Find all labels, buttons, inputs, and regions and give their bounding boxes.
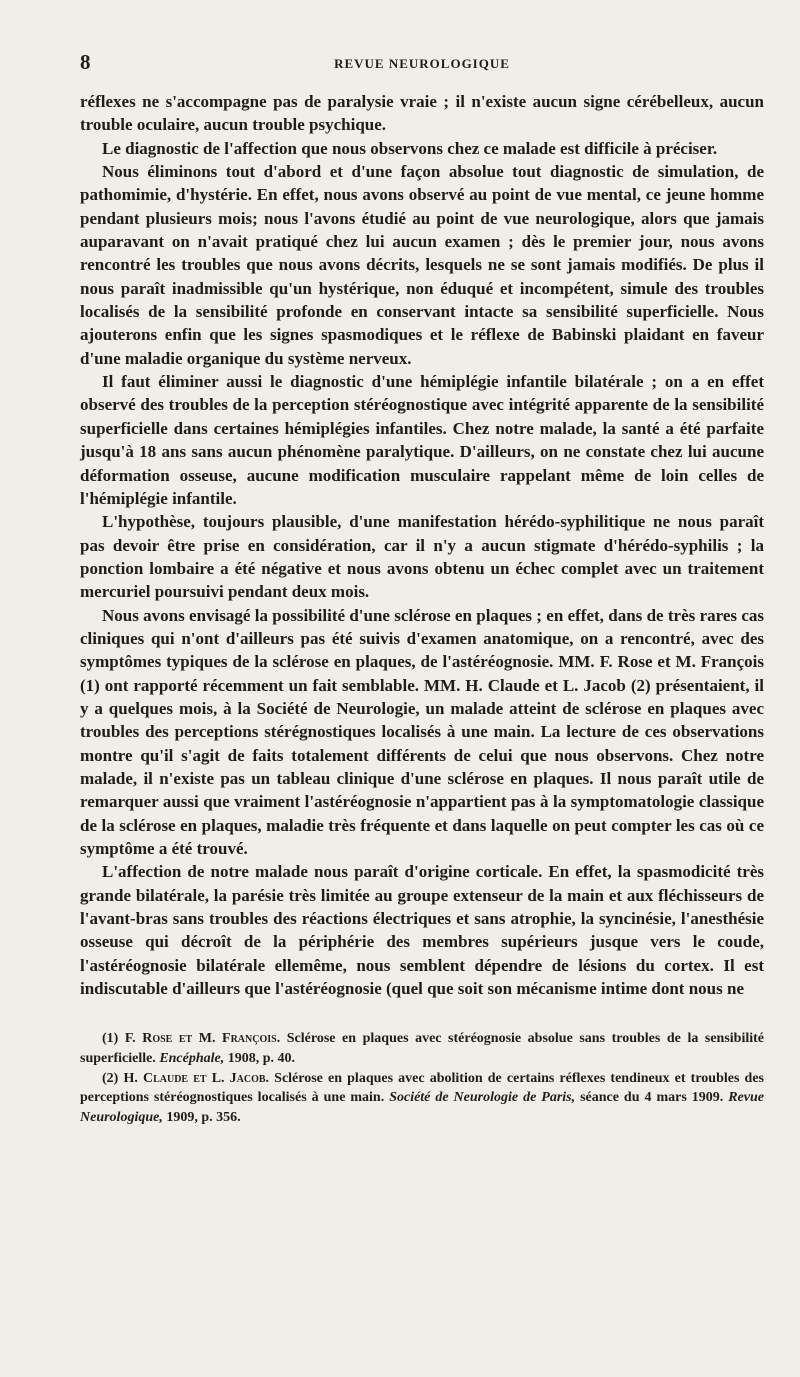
page-header — [80, 50, 764, 82]
paragraph: L'affection de notre malade nous paraît d'origine corticale. En effet, la spasmodicité très grande bilatérale, la parésie très limitée au groupe extenseur de la main et aux fléchisseurs de l'avant-bras sans troubles des réactions électriques et sans atrophie, la syncinésie, l'anesthésie osseuse qui décroît de la périphérie des membres supérieurs jusque vers le coude, l'astéréognosie bilatérale ellemême, nous semblent dépendre de lésions du cortex. Il est indiscutable d'ailleurs que l'astéréognosie (quel que soit son mécanisme intime dont nous ne — [80, 862, 764, 999]
footnote-marker: (2) — [102, 1070, 119, 1086]
footnote-journal-2: Revue Neurologique, — [80, 1090, 764, 1125]
page-number: 8 — [80, 50, 91, 74]
body-text — [80, 90, 764, 1000]
footnote-journal: Encéphale, — [159, 1051, 225, 1066]
footnotes — [80, 1029, 764, 1127]
footnote-text: Sclérose en plaques avec abolition de certains réflexes tendineux et troubles des perceptions stéréognostiques localisés à une main. — [80, 1070, 765, 1106]
paragraph: réflexes ne s'accompagne pas de paralysie vraie ; il n'existe aucun signe cérébelleux, aucun trouble oculaire, aucun trouble psychique. — [80, 92, 764, 135]
paragraph: L'hypothèse, toujours plausible, d'une manifestation hérédo-syphilitique ne nous paraît pas devoir être prise en considération, car il n'y a aucun stigmate d'hérédo-syphilis ; la ponction lombaire a été négative et nous avons obtenu un échec complet avec un traitement mercuriel poursuivi pendant deux mois. — [80, 512, 764, 602]
footnote-tail: 1908, p. 40. — [224, 1051, 296, 1066]
footnote-authors: F. Rose et M. François. — [124, 1031, 281, 1047]
running-title: REVUE NEUROLOGIQUE — [334, 56, 510, 71]
footnote-text: Sclérose en plaques avec stéréognosie absolue sans troubles de la sensibilité superficielle. — [80, 1031, 765, 1066]
paragraph: Nous éliminons tout d'abord et d'une façon absolue tout diagnostic de simulation, de pathomimie, d'hystérie. En effet, nous avons observé au point de vue mental, ce jeune homme pendant plusieurs mois; nous l'avons étudié au point de vue neurologique, alors que jamais auparavant on n'avait pratiqué chez lui aucun examen ; dès le premier jour, nous avons rencontré les troubles que nous avons décrits, lesquels ne se sont jamais modifiés. De plus il nous paraît inadmissible qu'un hystérique, non éduqué et incompétent, simule des troubles localisés de la sensibilité profonde en conservant intacte sa sensibilité superficielle. Nous ajouterons enfin que les signes spasmodiques et le réflexe de Babinski plaidant en faveur d'une maladie organique du système nerveux. — [80, 162, 764, 368]
paragraph: Il faut éliminer aussi le diagnostic d'une hémiplégie infantile bilatérale ; on a en effet observé des troubles de la perception stéréognostique avec intégrité apparente de la sensibilité superficielle dans certaines hémiplégies infantiles. Chez notre malade, la santé a été parfaite jusqu'à 18 ans sans aucun phénomène paralytique. D'ailleurs, on ne constate chez lui aucune déformation osseuse, aucune modification musculaire rappelant même de loin celles de l'hémiplégie infantile. — [80, 372, 764, 508]
footnote-mid: séance du 4 mars 1909. — [575, 1090, 729, 1106]
footnote — [80, 1069, 764, 1128]
footnote-marker: (1) — [102, 1031, 119, 1047]
paragraph: Nous avons envisagé la possibilité d'une sclérose en plaques ; en effet, dans de très rares cas cliniques qui n'ont d'ailleurs pas été suivis d'examen anatomique, on a rencontré, avec des symptômes typiques de la sclérose en plaques, de l'astéréognosie. MM. F. Rose et M. François (1) ont rapporté récemment un fait semblable. MM. H. Claude et L. Jacob (2) présentaient, il y a quelques mois, à la Société de Neurologie, un malade atteint de sclérose en plaques avec troubles des perceptions stérégnostiques localisés à une main. La lecture de ces observations montre qu'il s'agit de faits totalement différents de celui que nous observons. Chez notre malade, il n'existe pas un tableau clinique d'une sclérose en plaques. Il nous paraît utile de remarquer aussi que vraiment l'astéréognosie n'appartient pas à la symptomatologie classique de la sclérose en plaques, maladie très fréquente et dans laquelle on peut compter les cas où ce symptôme a été trouvé. — [80, 605, 764, 858]
footnote-authors: H. Claude et L. Jacob. — [123, 1070, 270, 1086]
footnote-journal: Société de Neurologie de Paris, — [389, 1090, 576, 1106]
paragraph: Le diagnostic de l'affection que nous observons chez ce malade est difficile à préciser. — [102, 138, 718, 158]
footnote — [80, 1029, 764, 1068]
footnote-tail: 1909, p. 356. — [162, 1109, 241, 1125]
